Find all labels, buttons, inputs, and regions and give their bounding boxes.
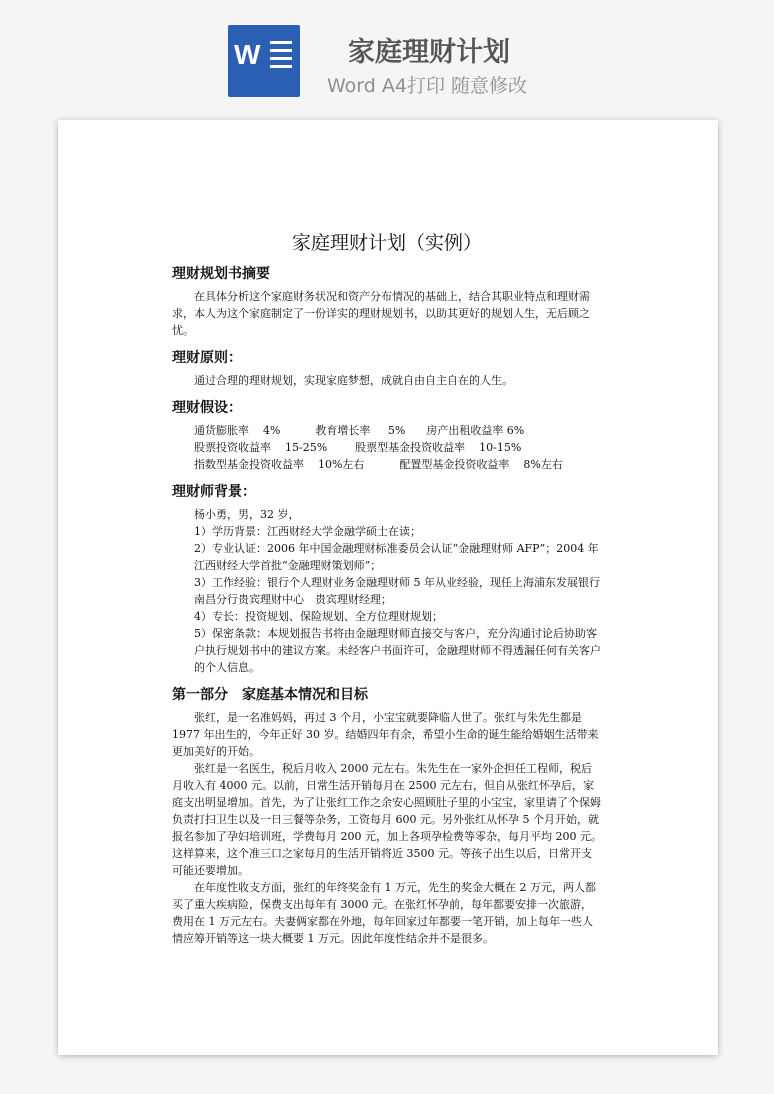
planner-line: 3）工作经验：银行个人理财业务金融理财师 5 年从业经验，现任上海浦东发展银行南昌分行贵宾理财中心 贵宾理财经理； [194, 576, 600, 606]
document-title: 家庭理财计划（实例） [291, 232, 482, 254]
document-page [58, 120, 718, 1055]
document-lines-icon [270, 41, 292, 73]
banner-subtitle: Word A4打印 随意修改 [327, 75, 528, 97]
part1-paragraph: 张红，是一名准妈妈，再过 3 个月，小宝宝就要降临人世了。张红与朱先生都是 1977 年出生的，今年正好 30 岁。结婚四年有余，希望小生命的诞生能给婚姻生活带来更加美好的开始。 [172, 711, 599, 758]
principle-heading: 理财原则： [172, 350, 242, 366]
assumption-row: 通货膨胀率 4% 教育增长率 5% 房产出租收益率 6% [194, 424, 525, 437]
banner-title: 家庭理财计划 [348, 37, 510, 68]
document-content [172, 228, 602, 947]
part1-paragraph: 在年度性收支方面，张红的年终奖金有 1 万元，先生的奖金大概在 2 万元，两人都买了重大疾病险，保费支出每年有 3000 元。在张红怀孕前，每年都要安排一次旅游，费用在 1 万元左右。夫妻俩家都在外地，每年回家过年都要一笔开销，加上每年一些人情应筹开销等这一块大概要 1 万元。因此年度性结余并不是很多。 [172, 881, 596, 945]
word-document-icon [228, 25, 300, 97]
part1-paragraph: 张红是一名医生，税后月收入 2000 元左右。朱先生在一家外企担任工程师，税后月收入有 4000 元。以前，日常生活开销每月在 2500 元左右，但自从张红怀孕后，家庭支出明显增加。首先，为了让张红工作之余安心照顾肚子里的小宝宝，家里请了个保姆负责打扫卫生以及一日三餐等杂务，工资每月 600 元。另外张红从怀孕 5 个月开始，就报名参加了孕妇培训班，学费每月 200 元，加上各项孕检费等零杂，每月平均 200 元。这样算来，这个准三口之家每月的生活开销将近 3500 元。等孩子出生以后，日常开支可能还要增加。 [172, 762, 602, 877]
planner-line: 4）专长：投资规划、保险规划、全方位理财规划； [194, 610, 443, 623]
word-logo-letter: W [234, 39, 261, 70]
planner-line: 2）专业认证：2006 年中国金融理财标准委员会认证“金融理财师 AFP”；2004 年江西财经大学首批“金融理财策划师”； [194, 542, 599, 572]
planner-line: 杨小勇，男，32 岁， [194, 508, 300, 521]
assumption-row: 股票投资收益率 15-25% 股票型基金投资收益率 10-15% [194, 441, 522, 454]
header-banner [0, 0, 774, 110]
part1-heading: 第一部分 家庭基本情况和目标 [172, 687, 368, 703]
summary-heading: 理财规划书摘要 [172, 266, 270, 282]
assumption-row: 指数型基金投资收益率 10%左右 配置型基金投资收益率 8%左右 [194, 458, 563, 471]
planner-heading: 理财师背景： [172, 484, 256, 500]
summary-paragraph: 在具体分析这个家庭财务状况和资产分布情况的基础上，结合其职业特点和理财需求，本人为这个家庭制定了一份详实的理财规划书，以助其更好的规划人生，无后顾之忧。 [172, 290, 590, 337]
assumptions-heading: 理财假设： [172, 400, 242, 416]
principle-paragraph: 通过合理的理财规划，实现家庭梦想，成就自由自主自在的人生。 [194, 374, 513, 387]
planner-line: 5）保密条款：本规划报告书将由金融理财师直接交与客户，充分沟通讨论后协助客户执行规划书中的建议方案。未经客户书面许可，金融理财师不得透漏任何有关客户的个人信息。 [194, 627, 601, 674]
planner-line: 1）学历背景：江西财经大学金融学硕士在读； [194, 525, 421, 538]
